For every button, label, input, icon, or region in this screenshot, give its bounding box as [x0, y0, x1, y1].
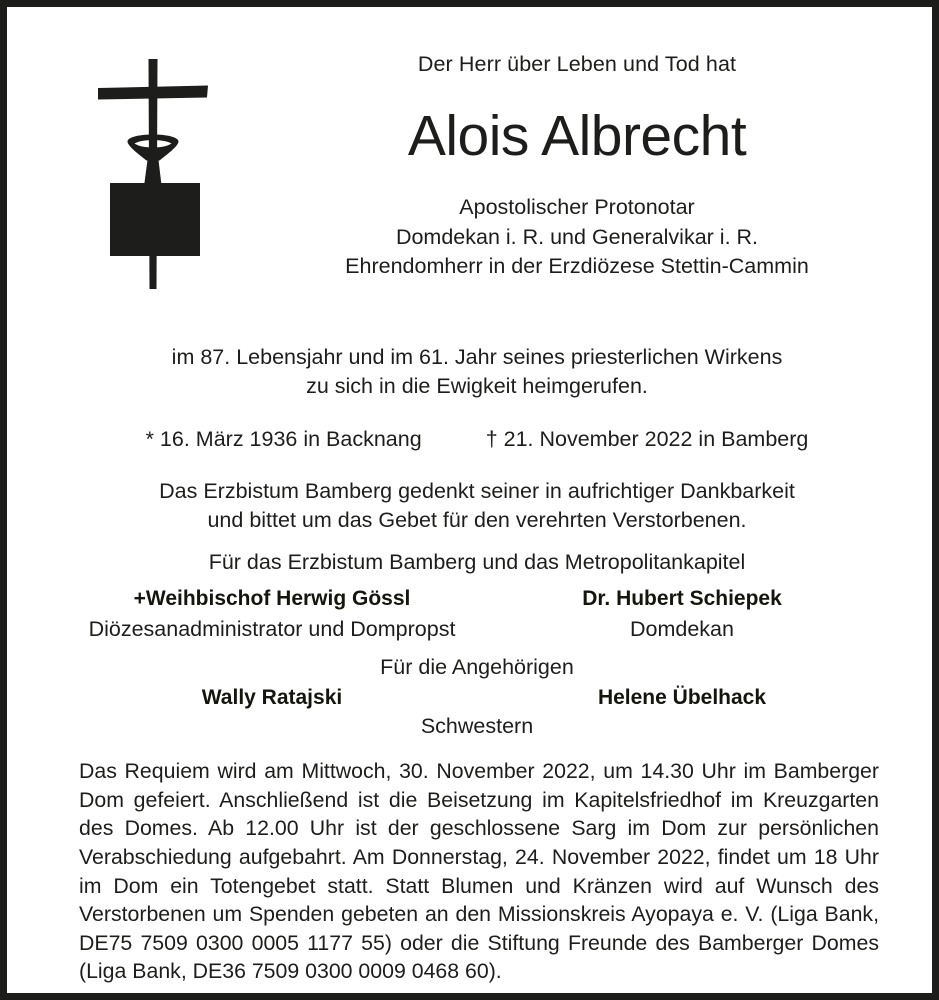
signatory	[67, 585, 477, 644]
signatory-role: Diözesanadministrator und Dompropst	[88, 617, 456, 642]
deceased-name: Alois Albrecht	[407, 103, 747, 168]
signatory-name: +Weihbischof Herwig Gössl	[133, 587, 411, 610]
behalf-line: Für das Erzbistum Bamberg und das Metropolitankapitel	[208, 550, 746, 574]
family-heading: Für die Angehörigen	[380, 655, 574, 679]
signatory	[477, 585, 887, 644]
titles-block	[222, 193, 932, 281]
birth-date: * 16. März 1936 in Backnang	[145, 427, 422, 452]
life-summary-line: im 87. Lebensjahr und im 61. Jahr seines priesterlichen Wirkens	[171, 345, 783, 369]
title-line: Apostolischer Protonotar	[459, 195, 695, 220]
life-dates	[77, 427, 877, 452]
signatory-name: Dr. Hubert Schiepek	[582, 587, 782, 610]
funeral-arrangements-text: Das Requiem wird am Mittwoch, 30. November 2022, um 14.30 Uhr im Bamberger Dom gefeiert. Anschließend ist die Beisetzung im Kapitelsfriedhof im Kreuzgarten des Domes. Ab 12.00 Uhr ist der geschlossene Sarg im Dom zur persönlichen Verabschiedung aufgebahrt. Am Donnerstag, 24. November 2022, findet um 18 Uhr im Dom ein Totengebet statt. Statt Blumen und Kränzen wird auf Wunsch des Verstorbenen um Spenden gebeten an den Missionskreis Ayopaya e. V. (Liga Bank, DE75 7509 0300 0005 1177 55) oder die Stiftung Freunde des Bamberger Domes (Liga Bank, DE36 7509 0300 0009 0468 60).	[79, 759, 879, 984]
remembrance-block	[77, 477, 877, 535]
cross-chalice-book-icon	[95, 57, 215, 297]
remembrance-line: und bittet um das Gebet für den verehrten Verstorbenen.	[207, 508, 747, 533]
lead-line: Der Herr über Leben und Tod hat	[417, 52, 737, 76]
header-block	[222, 52, 932, 281]
life-block	[77, 343, 877, 452]
signatories-block	[67, 585, 887, 644]
family-member-name: Helene Übelhack	[597, 686, 767, 709]
remembrance-line: Das Erzbistum Bamberg gedenkt seiner in aufrichtiger Dankbarkeit	[159, 479, 795, 503]
title-line: Domdekan i. R. und Generalvikar i. R.	[395, 224, 759, 249]
notice-inner	[7, 7, 932, 993]
family-members-block	[67, 686, 887, 710]
title-line: Ehrendomherr in der Erzdiözese Stettin-Cammin	[345, 253, 809, 278]
death-date: † 21. November 2022 in Bamberg	[485, 427, 809, 452]
life-summary-line: zu sich in die Ewigkeit heimgerufen.	[306, 374, 648, 399]
family-relation: Schwestern	[420, 714, 534, 738]
family-member-name: Wally Ratajski	[201, 686, 343, 709]
signatory-role: Domdekan	[630, 617, 734, 642]
